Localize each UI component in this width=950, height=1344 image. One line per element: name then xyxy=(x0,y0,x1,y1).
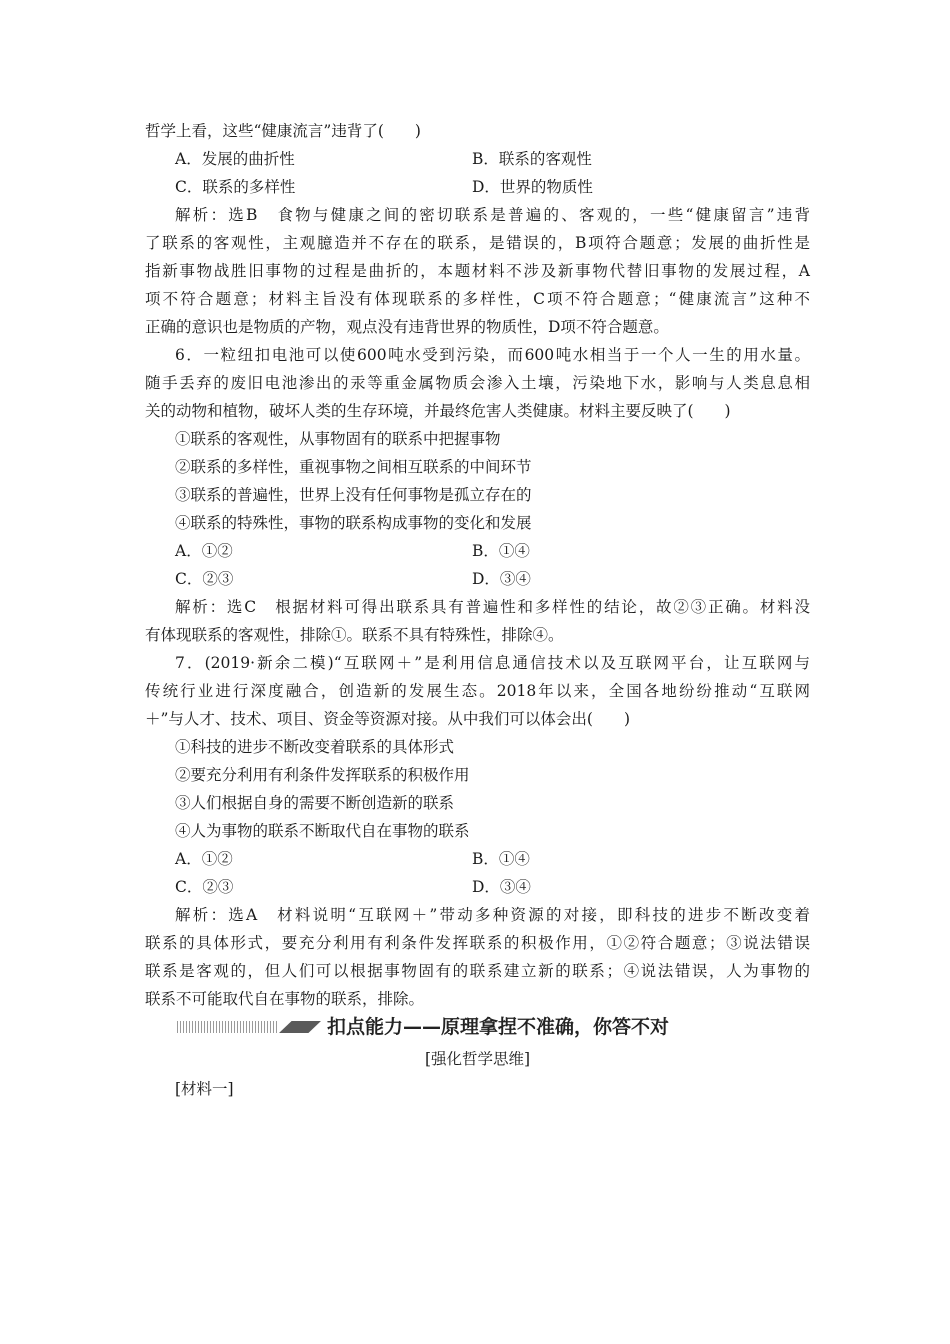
q5-analysis-line: 了联系的客观性，主观臆造并不存在的联系，是错误的，B项符合题意；发展的曲折性是 xyxy=(145,234,810,252)
q6-analysis-line: 解析：选C 根据材料可得出联系具有普遍性和多样性的结论，故②③正确。材料没 xyxy=(175,598,810,616)
q5-analysis-line: 正确的意识也是物质的产物，观点没有违背世界的物质性，D项不符合题意。 xyxy=(145,318,669,336)
q6-analysis-line: 有体现联系的客观性，排除①。联系不具有特殊性，排除④。 xyxy=(145,626,564,644)
q6-item: ①联系的客观性，从事物固有的联系中把握事物 xyxy=(175,430,501,448)
section-banner xyxy=(177,1012,777,1042)
q7-stem-line: 传统行业进行深度融合，创造新的发展生态。2018年以来，全国各地纷纷推动“互联网 xyxy=(145,682,810,700)
q5-analysis-line: 项不符合题意；材料主旨没有体现联系的多样性，C项不符合题意；“健康流言”这种不 xyxy=(145,290,810,308)
q6-stem-line: 6．一粒纽扣电池可以使600吨水受到污染，而600吨水相当于一个人一生的用水量。 xyxy=(175,346,810,364)
q7-analysis-line: 联系不可能取代自在事物的联系，排除。 xyxy=(145,990,425,1008)
q5-stem-end: 哲学上看，这些“健康流言”违背了( ) xyxy=(145,122,421,140)
q5-option-d: D．世界的物质性 xyxy=(472,178,593,196)
q7-option-a: A．①② xyxy=(175,850,233,868)
q6-option-b: B．①④ xyxy=(472,542,530,560)
q7-item: ②要充分利用有利条件发挥联系的积极作用 xyxy=(175,766,470,784)
q5-analysis-line: 指新事物战胜旧事物的过程是曲折的，本题材料不涉及新事物代替旧事物的发展过程，A xyxy=(145,262,810,280)
q6-option-c: C．②③ xyxy=(175,570,234,588)
q7-analysis-line: 解析：选A 材料说明“互联网＋”带动多种资源的对接，即科技的进步不断改变着 xyxy=(175,906,810,924)
q6-item: ②联系的多样性，重视事物之间相互联系的中间环节 xyxy=(175,458,532,476)
q5-option-a: A．发展的曲折性 xyxy=(175,150,295,168)
material-label: [材料一] xyxy=(175,1080,234,1098)
q7-item: ①科技的进步不断改变着联系的具体形式 xyxy=(175,738,455,756)
q7-item: ④人为事物的联系不断取代自在事物的联系 xyxy=(175,822,470,840)
q6-option-a: A．①② xyxy=(175,542,233,560)
q6-option-d: D．③④ xyxy=(472,570,531,588)
q6-stem-line: 随手丢弃的废旧电池渗出的汞等重金属物质会渗入土壤，污染地下水，影响与人类息息相 xyxy=(145,374,810,392)
q5-analysis-line: 解析：选B 食物与健康之间的密切联系是普遍的、客观的，一些“健康留言”违背 xyxy=(175,206,810,224)
q7-option-c: C．②③ xyxy=(175,878,234,896)
banner-title: 扣点能力——原理拿捏不准确，你答不对 xyxy=(327,1016,670,1038)
q7-analysis-line: 联系是客观的，但人们可以根据事物固有的联系建立新的联系；④说法错误，人为事物的 xyxy=(145,962,810,980)
q7-option-d: D．③④ xyxy=(472,878,531,896)
banner-hatch-decoration xyxy=(177,1021,279,1033)
q7-stem-line: ＋”与人才、技术、项目、资金等资源对接。从中我们可以体会出( ) xyxy=(145,710,631,728)
q7-stem-line: 7．(2019·新余二模)“互联网＋”是利用信息通信技术以及互联网平台，让互联网与 xyxy=(175,654,810,672)
q7-option-b: B．①④ xyxy=(472,850,530,868)
section-subtitle: [强化哲学思维] xyxy=(424,1050,531,1068)
q5-option-c: C．联系的多样性 xyxy=(175,178,296,196)
q5-option-b: B．联系的客观性 xyxy=(472,150,592,168)
q6-item: ③联系的普遍性，世界上没有任何事物是孤立存在的 xyxy=(175,486,532,504)
q6-item: ④联系的特殊性，事物的联系构成事物的变化和发展 xyxy=(175,514,532,532)
q7-item: ③人们根据自身的需要不断创造新的联系 xyxy=(175,794,455,812)
q6-stem-line: 关的动物和植物，破坏人类的生存环境，并最终危害人类健康。材料主要反映了( ) xyxy=(145,402,731,420)
banner-slash-decoration xyxy=(279,1021,321,1033)
q7-analysis-line: 联系的具体形式，要充分利用有利条件发挥联系的积极作用，①②符合题意；③说法错误 xyxy=(145,934,810,952)
